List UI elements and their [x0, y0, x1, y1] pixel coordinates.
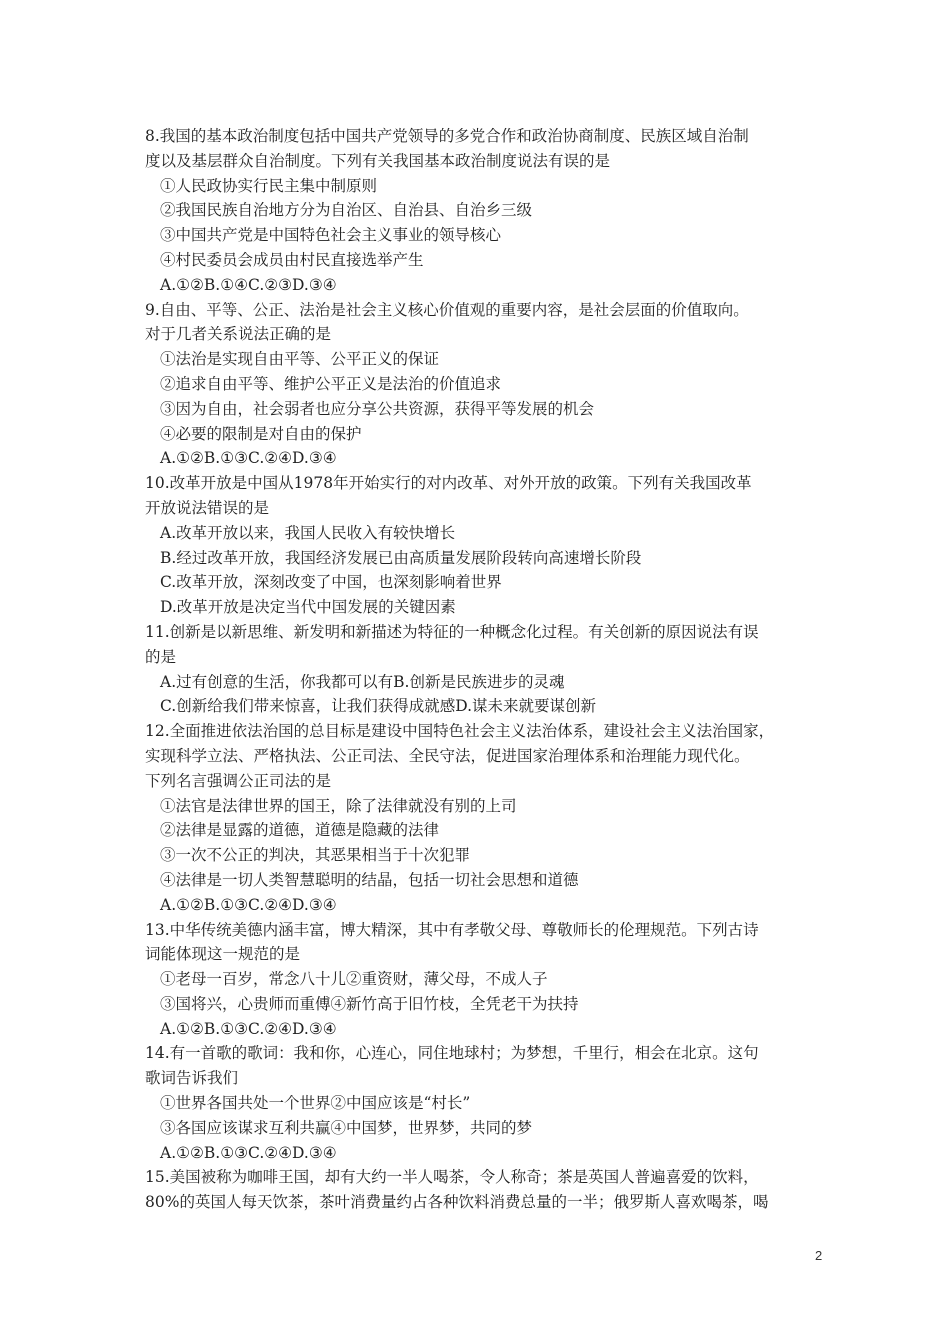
question-stem-line: 10.改革开放是中国从1978年开始实行的对内改革、对外开放的政策。下列有关我国改革 — [145, 474, 752, 493]
question-stem-line: 14.有一首歌的歌词：我和你，心连心，同住地球村；为梦想，千里行，相会在北京。这句 — [145, 1044, 759, 1063]
answer-choices: A.①②B.①③C.②④D.③④ — [160, 449, 337, 468]
option-line: ③国将兴，心贵师而重傅④新竹高于旧竹枝，全凭老干为扶持 — [160, 994, 579, 1013]
question-stem-line: 实现科学立法、严格执法、公正司法、全民守法，促进国家治理体系和治理能力现代化。 — [145, 746, 750, 765]
question-14 — [145, 1041, 825, 1165]
question-12 — [145, 719, 825, 917]
option-line: ①老母一百岁，常念八十儿②重资财，薄父母，不成人子 — [160, 970, 548, 989]
option-line: ②追求自由平等、维护公平正义是法治的价值追求 — [160, 374, 502, 393]
option-line: ③各国应该谋求互利共赢④中国梦，世界梦，共同的梦 — [160, 1118, 533, 1137]
question-stem-line: 12.全面推进依法治国的总目标是建设中国特色社会主义法治体系，建设社会主义法治国家， — [145, 722, 775, 741]
option-line: ②法律是显露的道德，道德是隐藏的法律 — [160, 821, 440, 840]
question-stem-line: 对于几者关系说法正确的是 — [145, 325, 332, 344]
option-line: ③因为自由，社会弱者也应分享公共资源，获得平等发展的机会 — [160, 399, 595, 418]
option-line: ②我国民族自治地方分为自治区、自治县、自治乡三级 — [160, 201, 533, 220]
question-stem-line: 9.自由、平等、公正、法治是社会主义核心价值观的重要内容，是社会层面的价值取向。 — [145, 300, 749, 319]
question-stem-line: 开放说法错误的是 — [145, 498, 270, 517]
question-list — [145, 124, 825, 1215]
answer-choices: A.①②B.①③C.②④D.③④ — [160, 1019, 337, 1038]
option-line: ③一次不公正的判决，其恶果相当于十次犯罪 — [160, 846, 471, 865]
option-line: ①法官是法律世界的国王，除了法律就没有别的上司 — [160, 796, 517, 815]
answer-option: D.改革开放是决定当代中国发展的关键因素 — [160, 598, 456, 617]
option-line: ④村民委员会成员由村民直接选举产生 — [160, 250, 424, 269]
answer-option: B.经过改革开放，我国经济发展已由高质量发展阶段转向高速增长阶段 — [160, 548, 642, 567]
option-line: ③中国共产党是中国特色社会主义事业的领导核心 — [160, 226, 502, 245]
question-stem-line: 下列名言强调公正司法的是 — [145, 771, 332, 790]
answer-option: C.创新给我们带来惊喜，让我们获得成就感D.谋未来就要谋创新 — [160, 697, 597, 716]
question-stem-line: 11.创新是以新思维、新发明和新描述为特征的一种概念化过程。有关创新的原因说法有误 — [145, 622, 759, 641]
question-13 — [145, 918, 825, 1042]
page-number: 2 — [815, 1248, 823, 1263]
question-11 — [145, 620, 825, 719]
option-line: ④法律是一切人类智慧聪明的结晶，包括一切社会思想和道德 — [160, 870, 579, 889]
question-15 — [145, 1165, 825, 1215]
answer-option: A.过有创意的生活，你我都可以有B.创新是民族进步的灵魂 — [160, 672, 565, 691]
question-stem-line: 的是 — [145, 647, 177, 666]
option-line: ④必要的限制是对自由的保护 — [160, 424, 362, 443]
answer-option: C.改革开放，深刻改变了中国，也深刻影响着世界 — [160, 573, 502, 592]
option-line: ①人民政协实行民主集中制原则 — [160, 176, 378, 195]
question-stem-line: 15.美国被称为咖啡王国，却有大约一半人喝茶，令人称奇；茶是英国人普遍喜爱的饮料， — [145, 1168, 759, 1187]
answer-choices: A.①②B.①③C.②④D.③④ — [160, 1143, 337, 1162]
question-8 — [145, 124, 825, 298]
question-stem-line: 13.中华传统美德内涵丰富，博大精深，其中有孝敬父母、尊敬师长的伦理规范。下列古诗 — [145, 920, 759, 939]
answer-choices: A.①②B.①④C.②③D.③④ — [160, 275, 337, 294]
question-10 — [145, 471, 825, 620]
answer-option: A.改革开放以来，我国人民收入有较快增长 — [160, 523, 456, 542]
option-line: ①世界各国共处一个世界②中国应该是“村长” — [160, 1094, 471, 1113]
question-stem-line: 80%的英国人每天饮茶，茶叶消费量约占各种饮料消费总量的一半；俄罗斯人喜欢喝茶，喝 — [145, 1193, 769, 1212]
answer-choices: A.①②B.①③C.②④D.③④ — [160, 895, 337, 914]
question-stem-line: 8.我国的基本政治制度包括中国共产党领导的多党合作和政治协商制度、民族区域自治制 — [145, 127, 749, 145]
option-line: ①法治是实现自由平等、公平正义的保证 — [160, 350, 440, 369]
question-stem-line: 度以及基层群众自治制度。下列有关我国基本政治制度说法有误的是 — [145, 151, 611, 170]
question-9 — [145, 298, 825, 472]
question-stem-line: 词能体现这一规范的是 — [145, 945, 301, 964]
question-stem-line: 歌词告诉我们 — [145, 1069, 239, 1088]
